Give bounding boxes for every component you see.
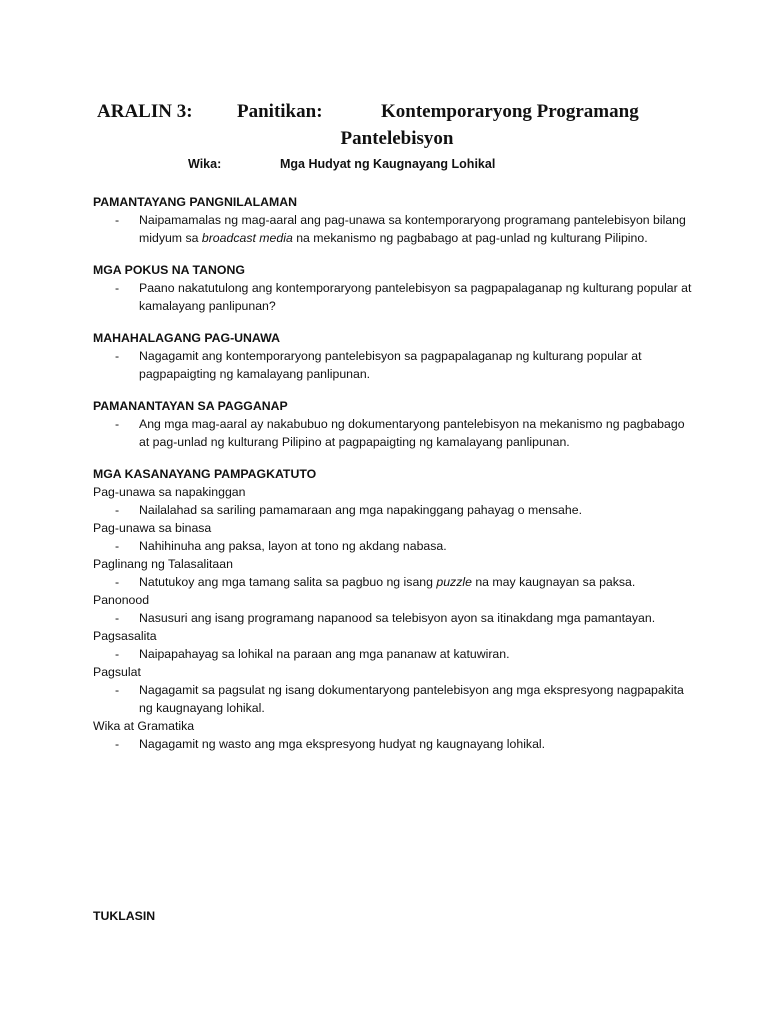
bullet-item [93, 211, 693, 247]
bullet-text: Nagagamit ng wasto ang mga ekspresyong hudyat ng kaugnayang lohikal. [139, 737, 546, 751]
bullet-dash: - [115, 611, 120, 625]
bullet-dash: - [115, 683, 120, 697]
bullet-dash: - [115, 539, 120, 553]
bullet-item [93, 645, 693, 663]
bullet-emphasis: puzzle [436, 575, 472, 589]
bullet-dash: - [115, 737, 120, 751]
subheading-talasalitaan: Paglinang ng Talasalitaan [93, 557, 233, 571]
subheading-pagsasalita: Pagsasalita [93, 629, 157, 643]
bullet-item [93, 279, 693, 315]
bullet-text: Naipamamalas ng mag-aaral ang pag-unawa sa kontemporaryong programang pantelebisyon bilang midyum sa [139, 213, 686, 245]
bullet-item [93, 501, 693, 519]
bullet-item [93, 681, 693, 717]
section-pokus-na-tanong [93, 261, 693, 315]
wika-value: Mga Hudyat ng Kaugnayang Lohikal [280, 157, 496, 171]
bullet-item [93, 609, 693, 627]
section-heading: MGA KASANAYANG PAMPAGKATUTO [93, 467, 317, 481]
bullet-text: Ang mga mag-aaral ay nakabubuo ng dokumentaryong pantelebisyon na mekanismo ng pagbabago at pag-unlad ng kulturang Pilipino at pagpapaigting ng kamalayang panlipunan. [139, 417, 685, 449]
section-heading: MGA POKUS NA TANONG [93, 263, 245, 277]
section-kasanayang-pampagkatuto [93, 465, 693, 753]
bullet-dash: - [115, 281, 120, 295]
bullet-text: na mekanismo ng pagbabago at pag-unlad ng kulturang Pilipino. [292, 231, 648, 245]
lesson-title-part2: Pantelebisyon [340, 128, 454, 149]
section-heading: PAMANTAYANG PANGNILALAMAN [93, 195, 298, 209]
bullet-text: Nasusuri ang isang programang napanood sa telebisyon ayon sa itinakdang mga pamantayan. [139, 611, 656, 625]
bullet-text: Nailalahad sa sariling pamamaraan ang mga napakinggang pahayag o mensahe. [139, 503, 582, 517]
section-pamanantayan-sa-pagganap [93, 397, 693, 451]
section-mahahalagang-pag-unawa [93, 329, 693, 383]
subheading-gramatika: Wika at Gramatika [93, 719, 195, 733]
bullet-text: Natutukoy ang mga tamang salita sa pagbuo ng isang [139, 575, 437, 589]
wika-label: Wika: [188, 157, 222, 171]
subheading-napakinggan: Pag-unawa sa napakinggan [93, 485, 246, 499]
lesson-title-part1: Kontemporaryong Programang [381, 101, 639, 122]
bullet-text: Nahihinuha ang paksa, layon at tono ng akdang nabasa. [139, 539, 447, 553]
bullet-dash: - [115, 647, 120, 661]
bullet-dash: - [115, 213, 120, 227]
bullet-dash: - [115, 503, 120, 517]
subheading-panonood: Panonood [93, 593, 150, 607]
bullet-text: Nagagamit ang kontemporaryong pantelebisyon sa pagpapalaganap ng kulturang popular at pagpapaigting ng kamalayang panlipunan. [139, 349, 642, 381]
section-heading: MAHAHALAGANG PAG-UNAWA [93, 331, 280, 345]
bullet-item [93, 415, 693, 451]
document-content [93, 193, 693, 767]
section-pamantayang-pangnilalaman [93, 193, 693, 247]
bullet-dash: - [115, 575, 120, 589]
tuklasin-heading: TUKLASIN [93, 909, 156, 923]
bullet-item [93, 537, 693, 555]
bullet-item [93, 735, 693, 753]
bullet-text: Nagagamit sa pagsulat ng isang dokumentaryong pantelebisyon ang mga ekspresyong nagpapakita ng kaugnayang lohikal. [139, 683, 684, 715]
section-heading: PAMANANTAYAN SA PAGGANAP [93, 399, 288, 413]
bullet-item [93, 573, 693, 591]
bullet-dash: - [115, 349, 120, 363]
bullet-dash: - [115, 417, 120, 431]
bullet-item [93, 347, 693, 383]
lesson-title-row [97, 101, 677, 131]
panitikan-label: Panitikan: [237, 101, 323, 122]
bullet-text: Naipapahayag sa lohikal na paraan ang mga pananaw at katuwiran. [139, 647, 510, 661]
lesson-number: ARALIN 3: [97, 101, 193, 122]
bullet-emphasis: broadcast media [201, 231, 293, 245]
wika-row [0, 157, 768, 177]
subheading-binasa: Pag-unawa sa binasa [93, 521, 212, 535]
bullet-text: Paano nakatutulong ang kontemporaryong pantelebisyon sa pagpapalaganap ng kulturang popular at kamalayang panlipunan? [139, 281, 692, 313]
bullet-text: na may kaugnayan sa paksa. [471, 575, 636, 589]
subheading-pagsulat: Pagsulat [93, 665, 141, 679]
